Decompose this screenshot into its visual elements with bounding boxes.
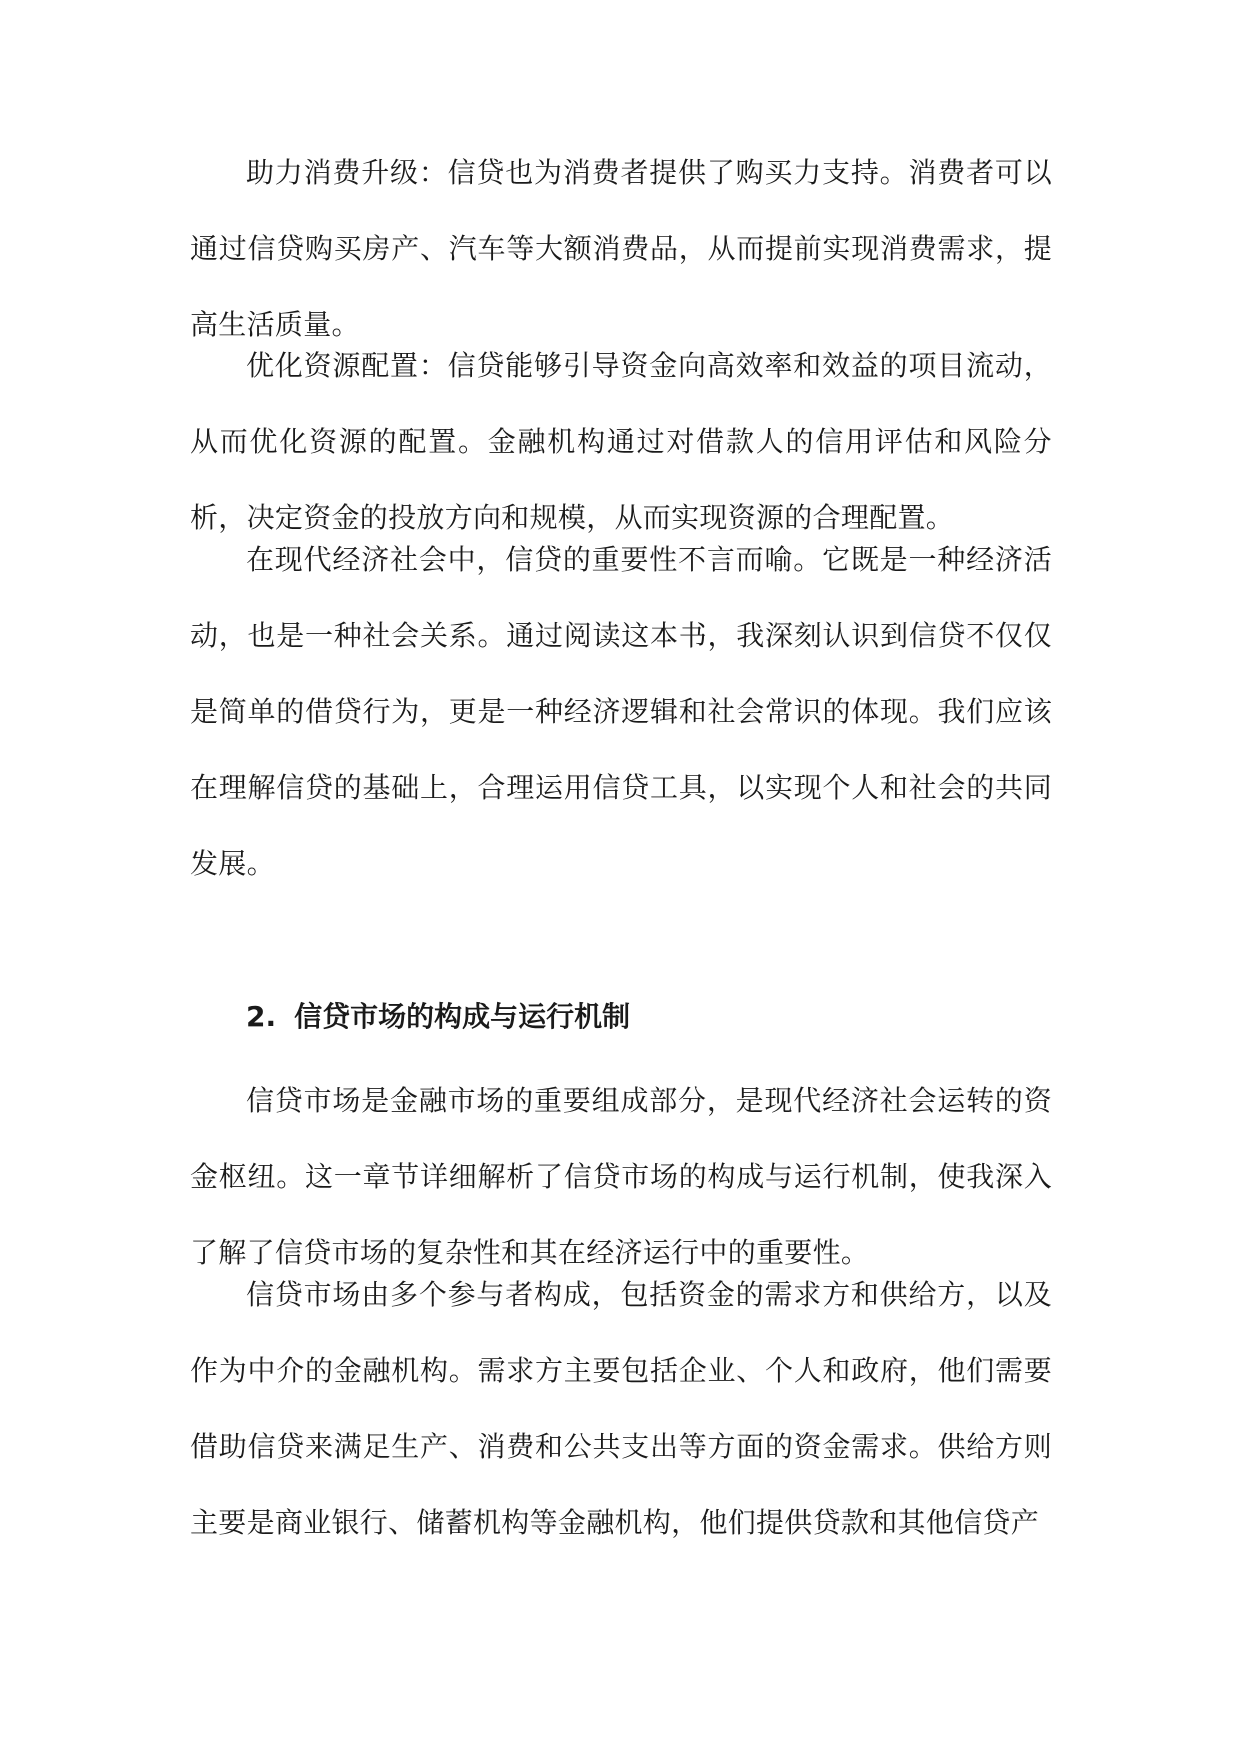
paragraph-credit-market-intro: 信贷市场是金融市场的重要组成部分，是现代经济社会运转的资金枢纽。这一章节详细解析了信贷市场的构成与运行机制，使我深入了解了信贷市场的复杂性和其在经济运行中的重要性。 bbox=[190, 1084, 1052, 1269]
paragraph-resource-allocation: 优化资源配置：信贷能够引导资金向高效率和效益的项目流动，从而优化资源的配置。金融机构通过对借款人的信用评估和风险分析，决定资金的投放方向和规模，从而实现资源的合理配置。 bbox=[190, 349, 1052, 534]
paragraph-credit-market-participants: 信贷市场由多个参与者构成，包括资金的需求方和供给方，以及作为中介的金融机构。需求方主要包括企业、个人和政府，他们需要借助信贷来满足生产、消费和公共支出等方面的资金需求。供给方则主要是商业银行、储蓄机构等金融机构，他们提供贷款和其他信贷产 bbox=[190, 1278, 1052, 1539]
section-heading bbox=[246, 997, 630, 1037]
section-title: 信贷市场的构成与运行机制 bbox=[294, 1000, 631, 1033]
paragraph-consumption-upgrade: 助力消费升级：信贷也为消费者提供了购买力支持。消费者可以通过信贷购买房产、汽车等大额消费品，从而提前实现消费需求，提高生活质量。 bbox=[190, 156, 1052, 341]
paragraph-credit-importance: 在现代经济社会中，信贷的重要性不言而喻。它既是一种经济活动，也是一种社会关系。通过阅读这本书，我深刻认识到信贷不仅仅是简单的借贷行为，更是一种经济逻辑和社会常识的体现。我们应该在理解信贷的基础上，合理运用信贷工具，以实现个人和社会的共同发展。 bbox=[190, 543, 1052, 880]
section-number: 2. bbox=[246, 1000, 277, 1033]
